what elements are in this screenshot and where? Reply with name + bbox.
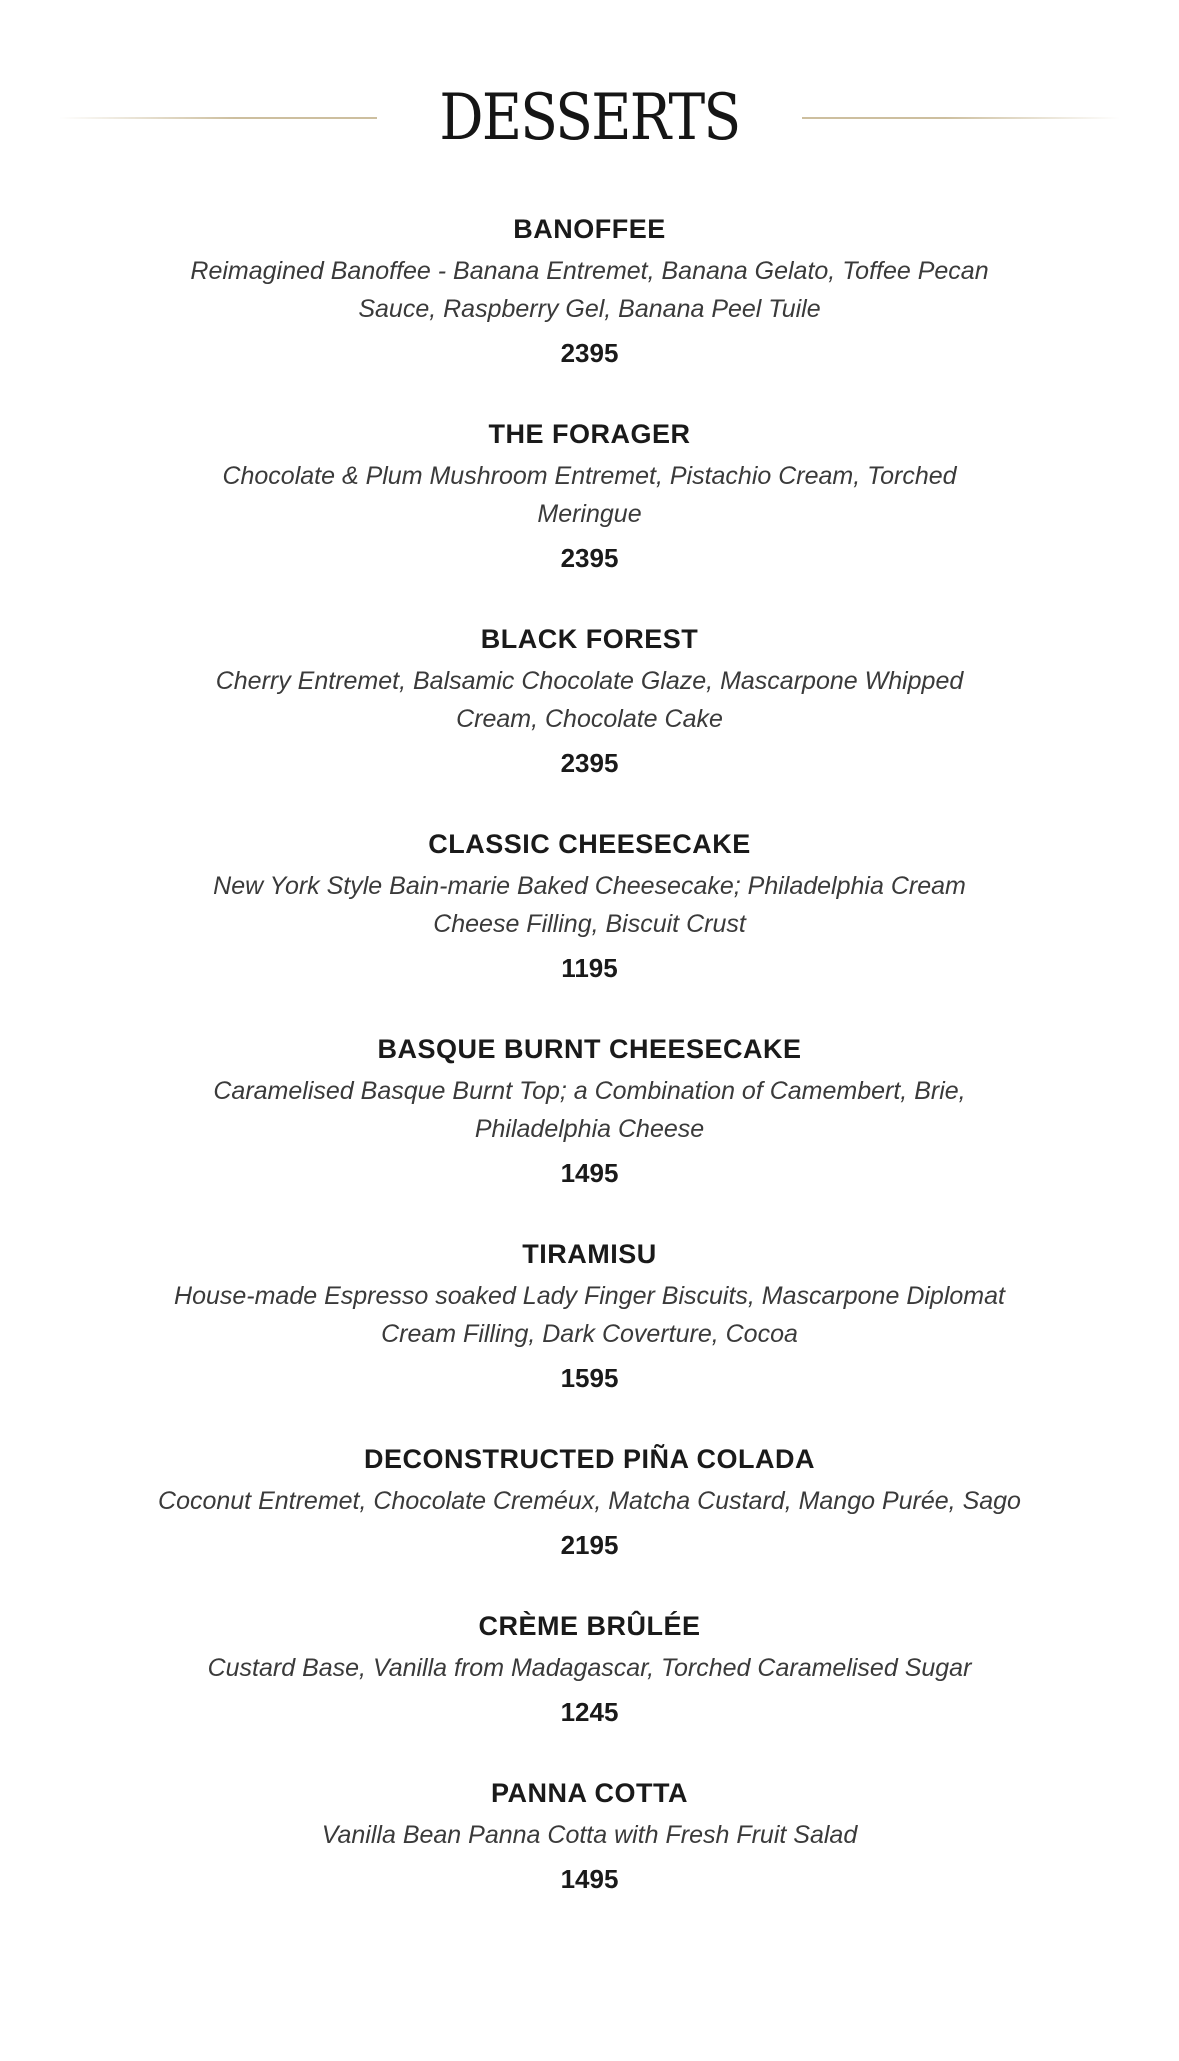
item-name: DECONSTRUCTED PIÑA COLADA: [364, 1444, 815, 1474]
item-name: BANOFFEE: [513, 214, 666, 244]
item-name: PANNA COTTA: [491, 1778, 688, 1808]
item-price: 1195: [561, 953, 618, 983]
item-description: [140, 867, 1040, 943]
item-description-line: Vanilla Bean Panna Cotta with Fresh Fruit Salad: [321, 1821, 858, 1849]
header-rule-left: [59, 117, 377, 119]
item-name: TIRAMISU: [522, 1239, 657, 1269]
menu-title: DESSERTS: [439, 81, 740, 155]
item-description-line: Meringue: [537, 500, 642, 528]
menu-item: [0, 821, 1179, 1026]
item-description-line: Chocolate & Plum Mushroom Entremet, Pistachio Cream, Torched: [222, 462, 957, 490]
item-description: [140, 662, 1040, 738]
item-description-line: House-made Espresso soaked Lady Finger Biscuits, Mascarpone Diplomat: [174, 1282, 1005, 1310]
item-description: [140, 1816, 1040, 1854]
menu-item: [0, 1603, 1179, 1770]
item-description: [140, 1277, 1040, 1353]
item-name: BASQUE BURNT CHEESECAKE: [377, 1034, 802, 1064]
menu-item: [0, 411, 1179, 616]
item-description-line: Sauce, Raspberry Gel, Banana Peel Tuile: [358, 295, 821, 323]
item-description-line: Cream Filling, Dark Coverture, Cocoa: [381, 1320, 798, 1348]
item-description-line: Cherry Entremet, Balsamic Chocolate Glaze, Mascarpone Whipped: [215, 667, 964, 695]
item-description-line: Coconut Entremet, Chocolate Creméux, Matcha Custard, Mango Purée, Sago: [158, 1487, 1021, 1515]
menu-item-list: [0, 206, 1179, 1937]
item-price: 2195: [560, 1530, 619, 1560]
menu-item: [0, 1231, 1179, 1436]
item-price: 2395: [560, 338, 619, 368]
item-price: 2395: [560, 748, 619, 778]
item-price: 2395: [560, 543, 619, 573]
item-price: 1495: [560, 1158, 619, 1188]
item-description-line: New York Style Bain-marie Baked Cheesecake; Philadelphia Cream: [213, 872, 966, 900]
item-description: [140, 1482, 1040, 1520]
menu-item: [0, 616, 1179, 821]
menu-item: [0, 1436, 1179, 1603]
item-price: 1245: [560, 1697, 619, 1727]
item-description-line: Reimagined Banoffee - Banana Entremet, Banana Gelato, Toffee Pecan: [190, 257, 989, 285]
item-description: [140, 457, 1040, 533]
item-description-line: Caramelised Basque Burnt Top; a Combination of Camembert, Brie,: [213, 1077, 966, 1105]
item-description: [140, 252, 1040, 328]
header-rule-right: [802, 117, 1120, 119]
menu-header: [0, 78, 1179, 158]
item-description: [140, 1072, 1040, 1148]
menu-item: [0, 1770, 1179, 1937]
menu-item: [0, 1026, 1179, 1231]
item-description-line: Custard Base, Vanilla from Madagascar, Torched Caramelised Sugar: [207, 1654, 972, 1682]
item-name: CLASSIC CHEESECAKE: [428, 829, 751, 859]
item-name: THE FORAGER: [488, 419, 691, 449]
item-description-line: Cream, Chocolate Cake: [456, 705, 723, 733]
item-description: [140, 1649, 1040, 1687]
item-price: 1595: [560, 1363, 619, 1393]
item-name: CRÈME BRÛLÉE: [478, 1611, 701, 1641]
item-description-line: Philadelphia Cheese: [474, 1115, 705, 1143]
item-name: BLACK FOREST: [480, 624, 699, 654]
menu-item: [0, 206, 1179, 411]
item-price: 1495: [560, 1864, 619, 1894]
item-description-line: Cheese Filling, Biscuit Crust: [433, 910, 746, 938]
